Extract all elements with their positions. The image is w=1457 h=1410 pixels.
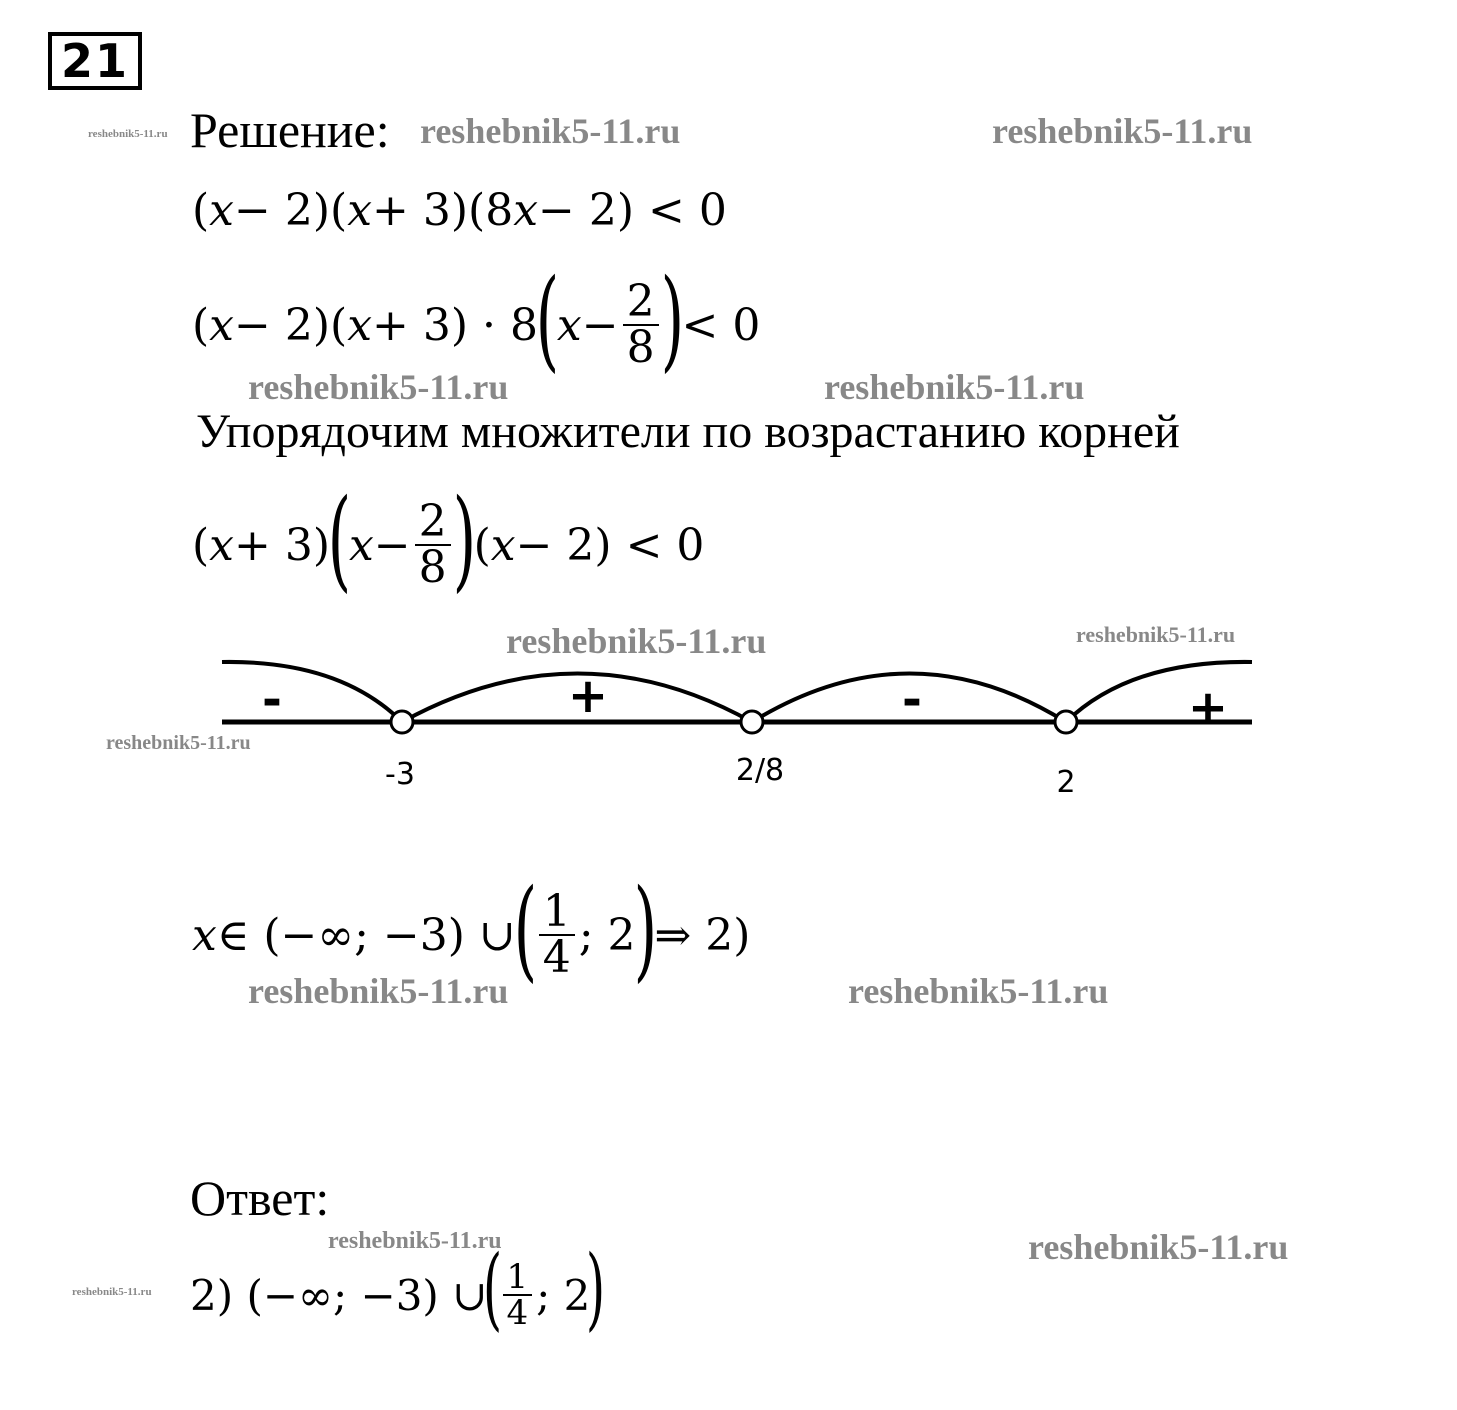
- task-number: 21: [48, 32, 142, 90]
- sign-label: +: [567, 668, 609, 724]
- watermark: reshebnik5-11.ru: [848, 971, 1109, 1011]
- watermark: reshebnik5-11.ru: [248, 367, 509, 407]
- point-label: 2: [1056, 765, 1076, 800]
- answer-label: Ответ:: [190, 1170, 330, 1226]
- point-label: -3: [385, 757, 415, 792]
- sign-label: -: [262, 672, 282, 728]
- inequality-original: ( x − 2)( x + 3)(8 x − 2) < 0: [192, 184, 727, 236]
- fraction: $\frac{2}{8}$: [415, 500, 451, 590]
- watermark: reshebnik5-11.ru: [88, 128, 168, 140]
- open-point: [1055, 711, 1077, 733]
- watermark: reshebnik5-11.ru: [824, 367, 1085, 407]
- answer-value: 2) (−∞; −3) ∪ ( $\frac{1}{4}$ ; 2 ): [190, 1236, 606, 1341]
- watermark: reshebnik5-11.ru: [1076, 622, 1236, 647]
- watermark: reshebnik5-11.ru: [248, 971, 509, 1011]
- solution-set: x ∈ (−∞; −3) ∪ ( $\frac{1}{4}$ ; 2 ) ⇒ 2): [192, 865, 751, 993]
- right-paren: ): [660, 255, 684, 383]
- sign-label: -: [902, 672, 922, 728]
- inequality-ordered: ( x + 3) ( x − $\frac{2}{8}$ ) ( x − 2) < 0: [192, 475, 705, 603]
- watermark: reshebnik5-11.ru: [72, 1286, 152, 1298]
- left-paren: (: [513, 865, 538, 993]
- inequality-factored: ( x − 2)( x + 3) · 8 ( x − $\frac{2}{8}$ ) < 0: [192, 255, 761, 383]
- watermark: reshebnik5-11.ru: [1028, 1227, 1289, 1267]
- sign-label: +: [1187, 680, 1229, 736]
- fraction: $\frac{1}{4}$: [539, 890, 575, 980]
- right-paren: ): [633, 865, 657, 993]
- watermark: reshebnik5-11.ru: [992, 111, 1253, 151]
- point-label: 2/8: [735, 753, 785, 788]
- open-point: [391, 711, 413, 733]
- watermark: reshebnik5-11.ru: [506, 621, 767, 661]
- fraction: $\frac{1}{4}$: [503, 1260, 533, 1330]
- watermark: reshebnik5-11.ru: [328, 1228, 502, 1254]
- left-paren: (: [483, 1236, 503, 1341]
- open-point: [741, 711, 763, 733]
- watermark: reshebnik5-11.ru: [106, 732, 251, 754]
- left-paren: (: [327, 475, 352, 603]
- right-paren: ): [586, 1236, 606, 1341]
- interval-arc: [222, 662, 402, 722]
- solution-label: Решение:: [190, 102, 390, 158]
- watermark: reshebnik5-11.ru: [420, 111, 681, 151]
- fraction: $\frac{2}{8}$: [623, 280, 659, 370]
- order-text: Упорядочим множители по возрастанию корней: [196, 405, 1180, 458]
- left-paren: (: [535, 255, 560, 383]
- right-paren: ): [452, 475, 476, 603]
- number-line: [0, 640, 1457, 820]
